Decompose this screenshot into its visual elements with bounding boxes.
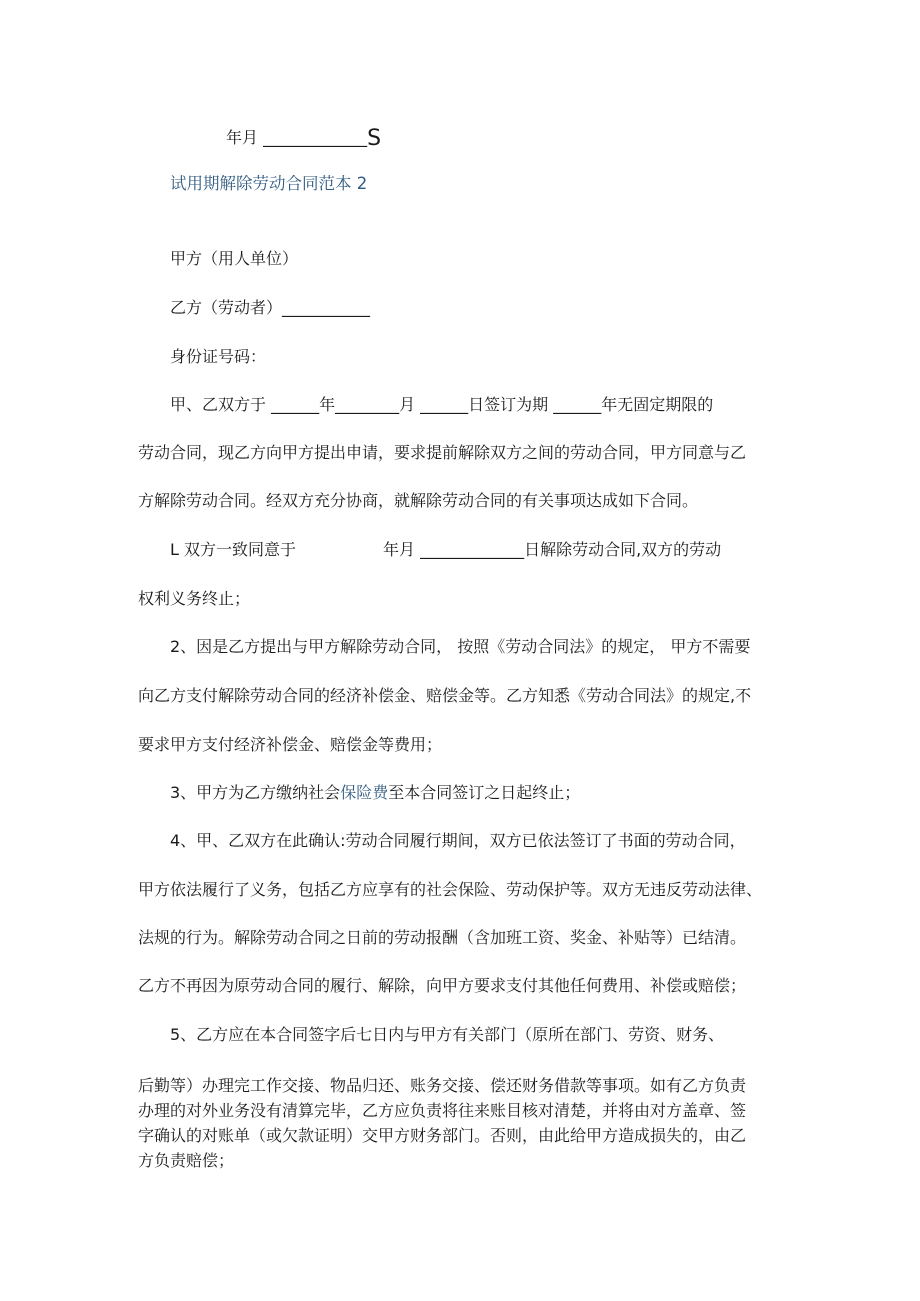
clause-4-line-4: 乙方不再因为原劳动合同的履行、解除，向甲方要求支付其他任何费用、补偿或赔偿；	[138, 976, 747, 995]
clause-2-line-2: 向乙方支付解除劳动合同的经济补偿金、赔偿金等。乙方知悉《劳动合同法》的规定,不	[138, 686, 752, 705]
intro-line-3: 方解除劳动合同。经双方充分协商，就解除劳动合同的有关事项达成如下合同。	[138, 491, 699, 510]
clause-2-line-3: 要求甲方支付经济补偿金、赔偿金等费用；	[138, 735, 443, 754]
header-fragment	[226, 126, 382, 151]
clause-5-line-5: 方负责赔偿；	[138, 1151, 235, 1170]
clause-5-line-4: 字确认的对账单（或欠款证明）交甲方财务部门。否则，由此给甲方造成损失的，由乙	[138, 1126, 747, 1145]
clause-1-line-1b: 年月 _____________日解除劳动合同,双方的劳动	[383, 540, 722, 559]
clause-5-line-1: 5、乙方应在本合同签字后七日内与甲方有关部门（原所在部门、劳资、财务、	[170, 1025, 725, 1044]
insurance-fee-link[interactable]: 保险费	[340, 783, 389, 802]
clause-3-suffix: 至本合同签订之日起终止；	[388, 783, 581, 802]
intro-line-1: 甲、乙双方于 ______年________月 ______日签订为期 ______年无固定期限的	[170, 395, 714, 414]
header-stray-letter: S	[367, 126, 382, 151]
intro-line-2: 劳动合同，现乙方向甲方提出申请，要求提前解除双方之间的劳动合同，甲方同意与乙	[138, 443, 747, 462]
clause-3-prefix: 3、甲方为乙方缴纳社会	[170, 783, 341, 802]
party-a-label: 甲方（用人单位）	[170, 249, 299, 268]
header-date-text: 年月 _____________	[226, 128, 368, 147]
clause-5-line-3: 办理的对外业务没有清算完毕，乙方应负责将往来账目核对清楚，并将由对方盖章、签	[138, 1101, 747, 1120]
clause-4-line-1: 4、甲、乙双方在此确认:劳动合同履行期间，双方已依法签订了书面的劳动合同，	[170, 831, 746, 850]
clause-3	[170, 785, 580, 801]
clause-4-line-3: 法规的行为。解除劳动合同之日前的劳动报酬（含加班工资、奖金、补贴等）已结清。	[138, 928, 747, 947]
clause-1-line-1a: L 双方一致同意于	[170, 540, 297, 559]
clause-4-line-2: 甲方依法履行了义务，包括乙方应享有的社会保险、劳动保护等。双方无违反劳动法律、	[138, 880, 763, 899]
page-title: 试用期解除劳动合同范本 2	[170, 174, 368, 193]
clause-2-line-1: 2、因是乙方提出与甲方解除劳动合同， 按照《劳动合同法》的规定， 甲方不需要	[170, 637, 751, 656]
clause-1-line-2: 权利义务终止；	[138, 589, 251, 608]
id-number-label: 身份证号码：	[170, 347, 267, 366]
clause-5-line-2: 后勤等）办理完工作交接、物品归还、账务交接、偿还财务借款等事项。如有乙方负责	[138, 1076, 747, 1095]
party-b-label: 乙方（劳动者）___________	[170, 298, 371, 317]
